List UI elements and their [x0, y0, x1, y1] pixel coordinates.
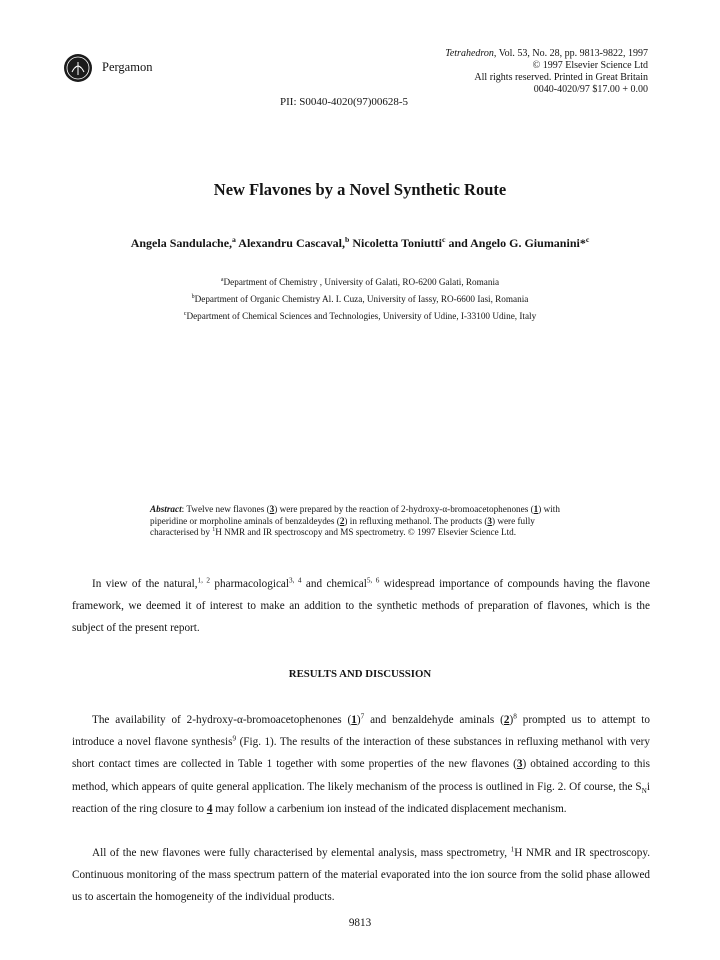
affiliation: $^c$Department of Chemical Sciences and Technologies, University of Udine, I-33100 Udine, Italy: [183, 310, 537, 321]
pii-code: PII: S0040-4020(97)00628-5: [280, 96, 409, 108]
results-paragraph: The availability of 2-hydroxy-α-bromoacetophenones $(1)^7$ and benzaldehyde aminals $(2)^8$ prompted us to attempt to introduce a novel flavone synthesis$^9$ (Fig. 1). The results of the interaction of these substances in refluxing methanol with very short contact times are collected in Table 1 together with some properties of the new flavones (3) obtained according to this method, which appears of quite general application. The likely mechanism of the process is outlined in Fig. 2. Of course, the $S_Ni$ reaction of the ring closure to 4 may follow a carbenium ion instead of the indicated displacement mechanism.: [72, 712, 651, 815]
author: Angela Sandulache,: [130, 236, 233, 250]
section-heading: RESULTS AND DISCUSSION: [288, 668, 432, 680]
author-list: Angela Sandulache,$^a$ Alexandru Cascaval,$^b$ Nicoletta Toniutti$^c$ and Angelo G. Giumanini*$^c$: [130, 235, 590, 250]
publisher-name: Pergamon: [102, 60, 153, 74]
affiliation: $^b$Department of Organic Chemistry Al. I. Cuza, University of Iassy, RO-6600 Iasi, Romania: [191, 293, 529, 304]
affiliation: $^a$Department of Chemistry , University of Galati, RO-6200 Galati, Romania: [220, 276, 500, 287]
characterisation-paragraph: All of the new flavones were fully characterised by elemental analysis, mass spectrometry, $^1$H NMR and IR spectroscopy. Continuous monitoring of the mass spectrum pattern of the material evaporated into the ion source from the solid phase allowed us to ascertain the homogeneity of the individual products.: [72, 845, 651, 904]
journal-info: [445, 48, 648, 96]
abstract-label: Abstract: [150, 504, 182, 514]
author: and Angelo G. Giumanini*: [448, 236, 586, 250]
tree-emblem-icon: [64, 54, 92, 82]
copyright-line: © 1997 Elsevier Science Ltd: [532, 60, 648, 71]
paper-title: New Flavones by a Novel Synthetic Route: [213, 180, 507, 199]
author: Nicoletta Toniutti: [352, 236, 442, 250]
issn-price: 0040-4020/97 $17.00 + 0.00: [533, 84, 648, 95]
author: Alexandru Cascaval,: [238, 236, 345, 250]
rights-line: All rights reserved. Printed in Great Britain: [474, 72, 648, 83]
journal-reference: Tetrahedron, Vol. 53, No. 28, pp. 9813-9822, 1997: [445, 48, 648, 59]
publisher-logo: [64, 54, 92, 82]
intro-paragraph: In view of the natural,$^{1, 2}$ pharmacological$^{3, 4}$ and chemical$^{5, 6}$ widespread importance of compounds having the flavone framework, we deemed it of interest to make an addition to the synthetic methods of preparation of flavones, which is the subject of the present report.: [72, 576, 650, 635]
abstract: Abstract: Twelve new flavones (3) were prepared by the reaction of 2-hydroxy-α-bromoacetophenones (1) with piperidine or morpholine aminals of benzaldeydes (2) in refluxing methanol. The products (3) were fully characterised by $^1$H NMR and IR spectroscopy and MS spectrometry. © 1997 Elsevier Science Ltd.: [150, 504, 560, 537]
page-number: 9813: [348, 917, 372, 929]
